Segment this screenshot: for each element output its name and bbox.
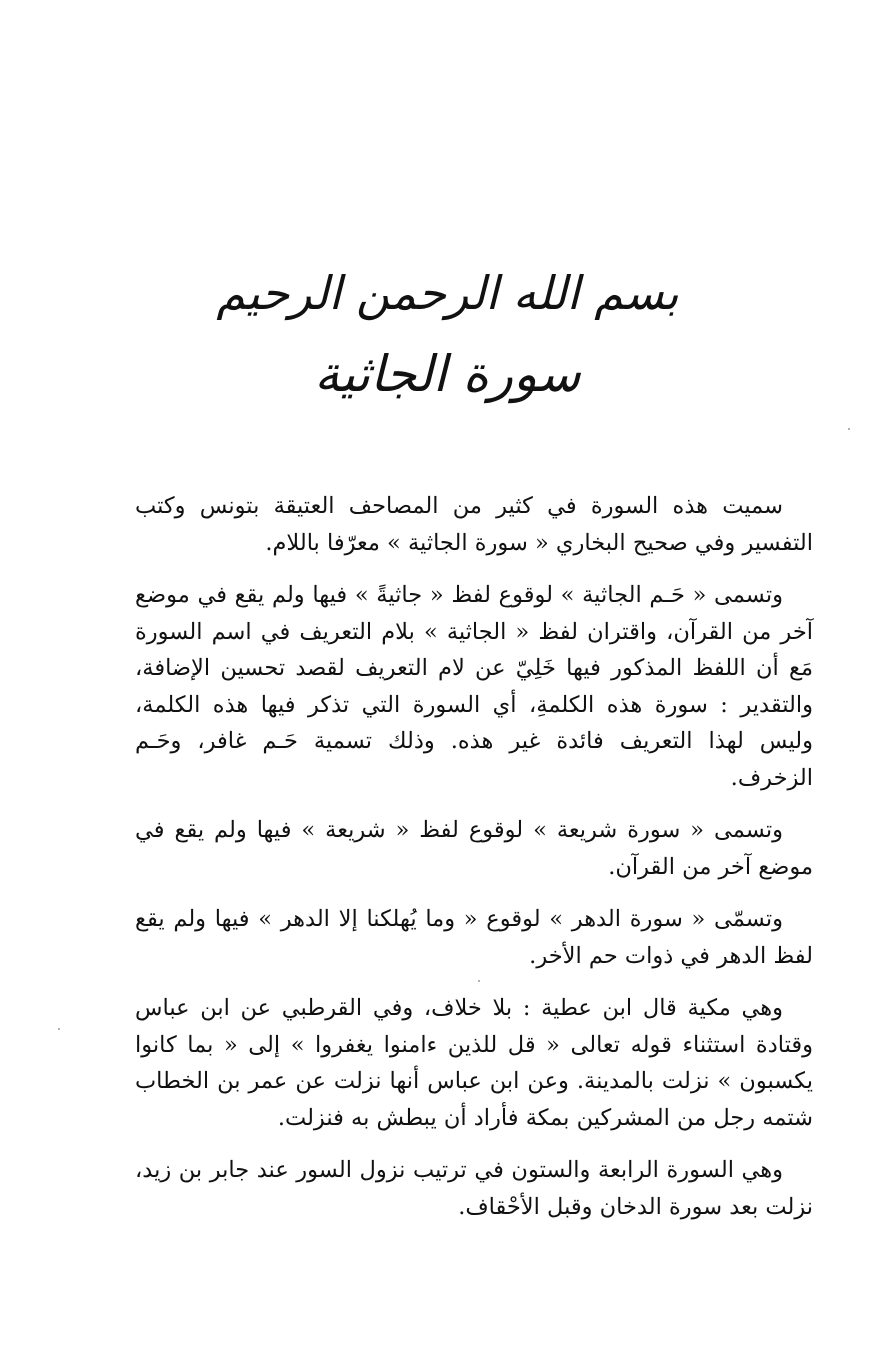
scan-speck: [478, 980, 480, 982]
paragraph-ha-mim-name: وتسمى « حَـم الجاثية » لوقوع لفظ « جاثيةً » فيها ولم يقع في موضع آخر من القرآن، واقتران لفظ « الجاثية » بلام التعريف في اسم السورة مَع أن اللفظ المذكور فيها خَلِيّ عن لام التعريف لقصد تحسين الإضافة، والتقدير : سورة هذه الكلمةِ، أي السورة التي تذكر فيها هذه الكلمة، وليس لهذا التعريف فائدة غير هذه. وذلك تسمية حَـم غافر، وحَـم الزخرف.: [135, 582, 813, 791]
page-header: [0, 258, 895, 412]
scan-speck: [58, 1028, 60, 1030]
paragraph-naming: سميت هذه السورة في كثير من المصاحف العتيقة بتونس وكتب التفسير وفي صحيح البخاري « سورة الجاثية » معرّفا باللام.: [135, 493, 813, 556]
paragraph-revelation-place: وهي مكية قال ابن عطية : بلا خلاف، وفي القرطبي عن ابن عباس وقتادة استثناء قوله تعالى « قل للذين ءامنوا يغفروا » إلى « بما كانوا يكسبون » نزلت بالمدينة. وعن ابن عباس أنها نزلت عن عمر بن الخطاب شتمه رجل من المشركين بمكة فأراد أن يبطش به فنزلت.: [135, 995, 813, 1131]
body-text: [135, 488, 813, 1241]
paragraph-shariah-name: وتسمى « سورة شريعة » لوقوع لفظ « شريعة » فيها ولم يقع في موضع آخر من القرآن.: [135, 817, 813, 880]
scan-speck: [848, 428, 850, 430]
paragraph-revelation-order: وهي السورة الرابعة والستون في ترتيب نزول السور عند جابر بن زيد، نزلت بعد سورة الدخان وقبل الأحْقاف.: [135, 1157, 813, 1220]
paragraph-dahr-name: وتسمّى « سورة الدهر » لوقوع « وما يُهلكنا إلا الدهر » فيها ولم يقع لفظ الدهر في ذوات حم الأخر.: [135, 906, 813, 969]
basmala-heading: بسم الله الرحمن الرحيم: [216, 266, 679, 320]
surah-title: سورة الجاثية: [314, 345, 581, 403]
